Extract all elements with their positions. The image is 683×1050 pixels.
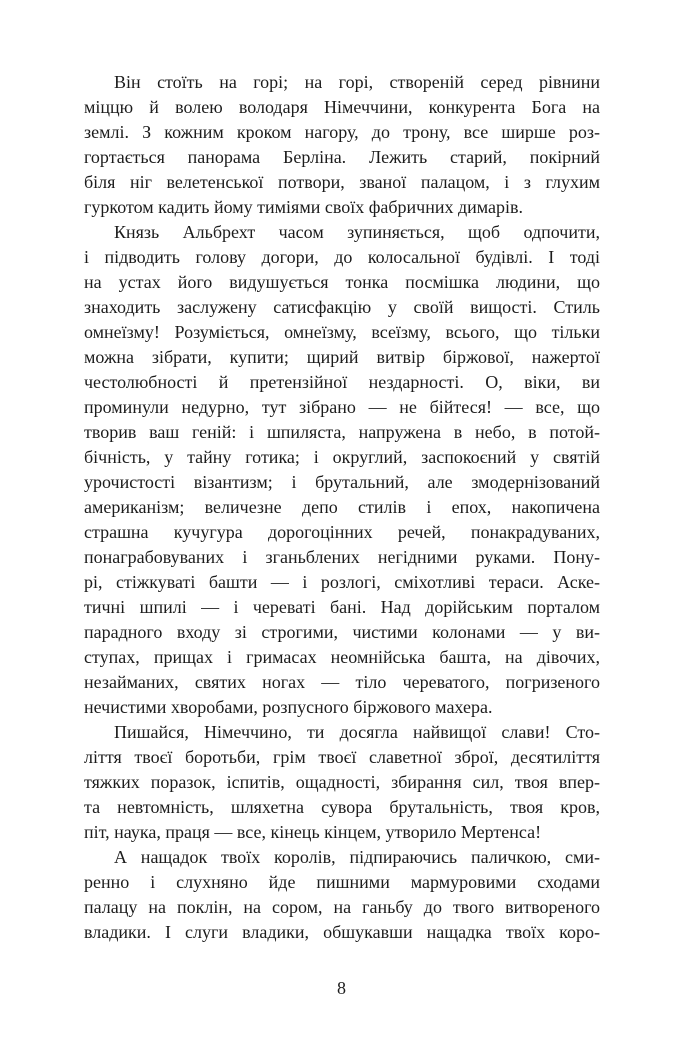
text-line: тичні шпилі — і череваті бані. Над дорійським порталом [84,597,600,617]
paragraph [84,720,600,845]
text-line: А нащадок твоїх королів, підпираючись паличкою, сми- [114,847,600,867]
text-line: честолюбності й претензійної нездарності. О, віки, ви [84,372,600,392]
text-line: владики. І слуги владики, обшукавши нащадка твоїх коро- [84,922,600,942]
text-line: рі, стіжкуваті башти — і розлогі, сміхотливі тераси. Аске- [84,572,600,592]
text-line: ренно і слухняно йде пишними мармуровими сходами [84,872,600,892]
text-line: можна зібрати, купити; щирий витвір біржової, нажертої [84,347,600,367]
text-line: та невтомність, шляхетна сувора брутальність, твоя кров, [84,797,600,817]
text-line: і підводить голову догори, до колосальної будівлі. І тоді [84,247,600,267]
text-line: піт, наука, праця — все, кінець кінцем, утворило Мертенса! [84,822,542,842]
text-line: Пишайся, Німеччино, ти досягла найвищої слави! Сто- [114,722,600,742]
paragraph [84,220,600,720]
text-line: страшна кучугура дорогоцінних речей, понакрадуваних, [84,522,600,542]
text-line: ліття твоєї боротьби, грім твоєї славетної зброї, десятиліття [84,747,600,767]
text-line: понаграбовуваних і зганьблених негідними руками. Пону- [84,547,600,567]
text-line: творив ваш геній: і шпиляста, напружена в небо, в потой- [84,422,600,442]
text-line: Князь Альбрехт часом зупиняється, щоб одпочити, [114,222,600,242]
text-line: американізм; величезне депо стилів і епох, накопичена [84,497,600,517]
text-line: нечистими хворобами, розпусного біржового махера. [84,697,493,717]
text-line: міццю й волею володаря Німеччини, конкурента Бога на [84,97,600,117]
paragraph [84,845,600,945]
text-line: палацу на поклін, на сором, на ганьбу до твого витвореного [84,897,600,917]
text-line: парадного входу зі строгими, чистими колонами — у ви- [84,622,600,642]
text-line: незайманих, святих ногах — тіло череватого, погризеного [84,672,600,692]
text-line: знаходить заслужену сатисфакцію у своїй вищості. Стиль [84,297,600,317]
page-number: 8 [337,978,346,998]
text-line: гуркотом кадить йому тиміями своїх фабричних димарів. [84,197,524,217]
text-line: бічність, у тайну готика; і округлий, заспокоєний у святій [84,447,600,467]
text-line: тяжких поразок, іспитів, ощадності, збирання сил, твоя впер- [84,772,600,792]
text-line: Він стоїть на горі; на горі, створеній серед рівнини [114,72,600,92]
text-line: біля ніг велетенської потвори, званої палацом, і з глухим [84,172,600,192]
text-line: на устах його видушується тонка посмішка людини, що [84,272,600,292]
text-line: землі. З кожним кроком нагору, до трону, все ширше роз- [84,122,600,142]
text-line: урочистості візантизм; і брутальний, але змодернізований [84,472,600,492]
text-line: гортається панорама Берліна. Лежить старий, покірний [84,147,600,167]
text-block [84,70,600,945]
text-line: ступах, прищах і гримасах неомнійська башта, на дівочих, [84,647,600,667]
text-line: омнеїзму! Розуміється, омнеїзму, всеїзму, всього, що тільки [84,322,600,342]
paragraph [84,70,600,220]
text-line: проминули недурно, тут зібрано — не бійтеся! — все, що [84,397,600,417]
